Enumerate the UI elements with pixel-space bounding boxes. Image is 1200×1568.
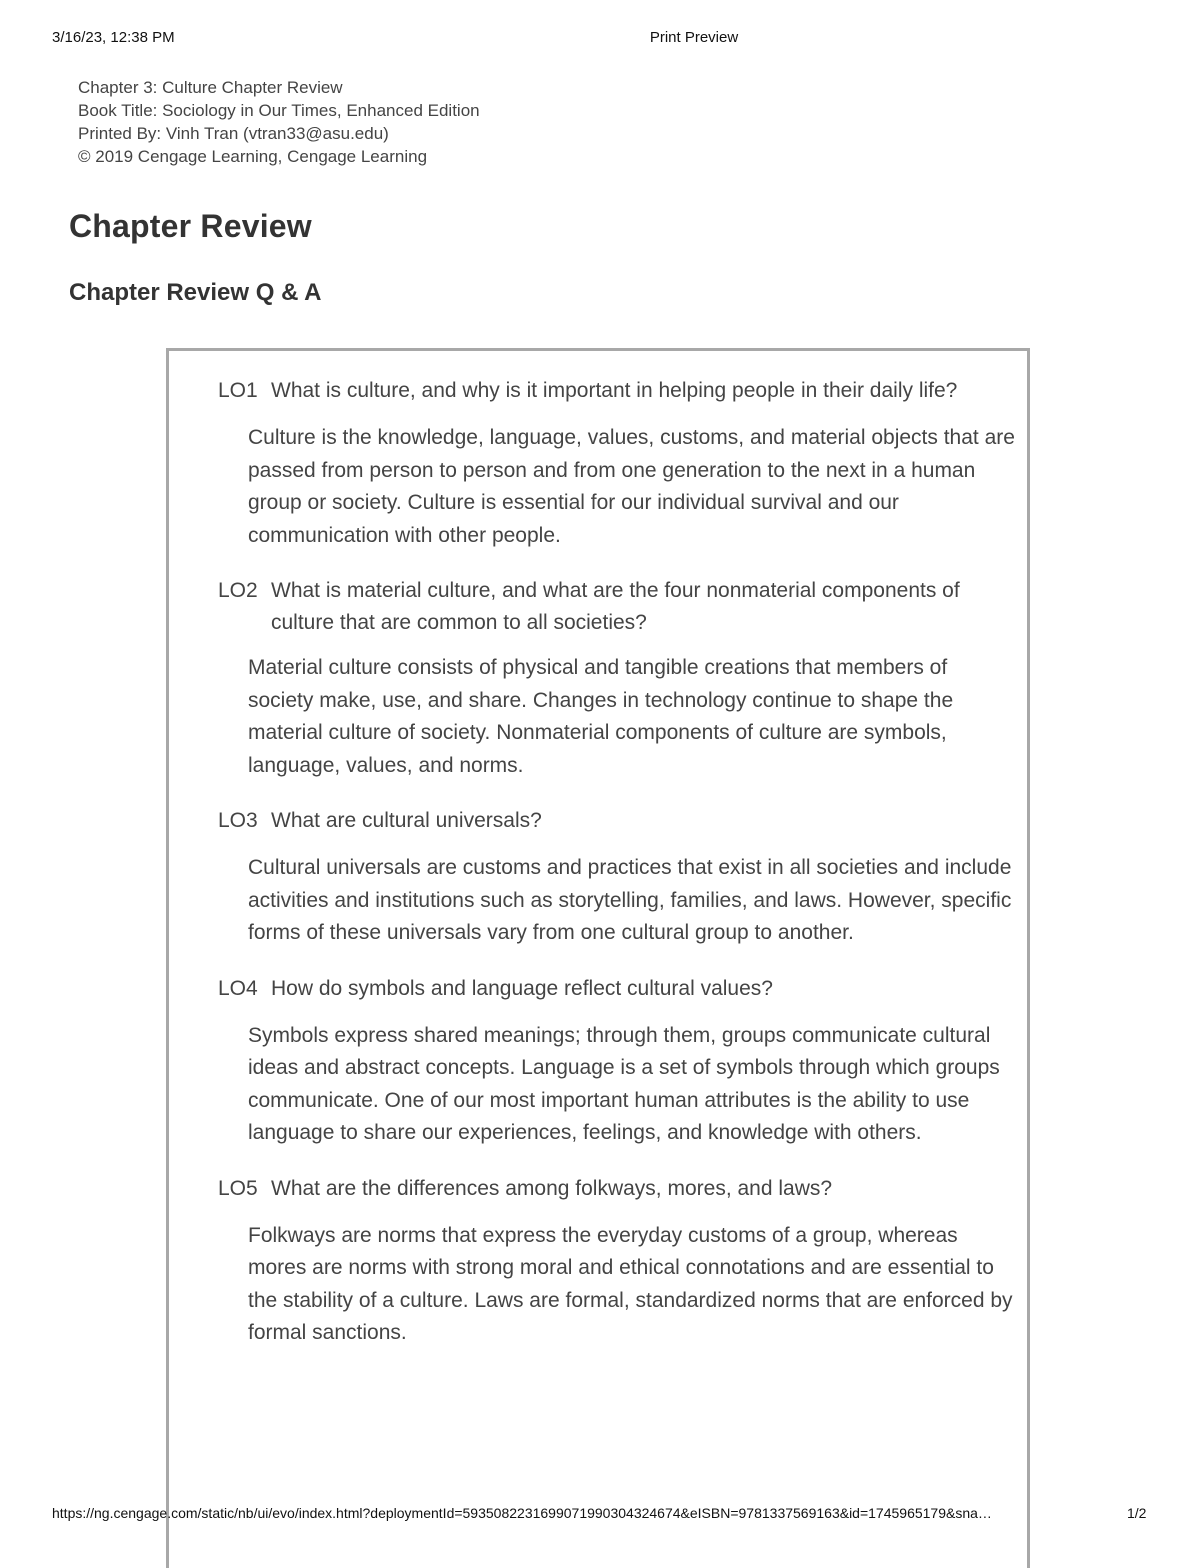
meta-printed-by: Printed By: Vinh Tran (vtran33@asu.edu)	[78, 124, 389, 143]
page-number: 1/2	[1127, 1505, 1147, 1521]
source-url: https://ng.cengage.com/static/nb/ui/evo/index.html?deploymentId=5935082231699071990304324674&eISBN=9781337569163&id=1745965179&sna…	[52, 1505, 992, 1521]
meta-chapter: Chapter 3: Culture Chapter Review	[78, 78, 343, 97]
question-text: What is culture, and why is it important in helping people in their daily life?	[271, 379, 958, 402]
learning-objective-code: LO5	[218, 1176, 258, 1200]
qa-item	[218, 805, 1018, 950]
print-datetime: 3/16/23, 12:38 PM	[52, 29, 175, 46]
question	[218, 1173, 1018, 1205]
question	[218, 375, 1018, 407]
question	[218, 805, 1018, 837]
qa-item	[218, 1173, 1018, 1350]
learning-objective-code: LO2	[218, 579, 258, 602]
page-title: Chapter Review	[69, 208, 312, 244]
question	[218, 575, 1018, 639]
meta-copyright: © 2019 Cengage Learning, Cengage Learning	[78, 147, 428, 166]
qa-item	[218, 375, 1018, 552]
question	[218, 973, 1018, 1005]
document-meta	[78, 76, 480, 168]
qa-item	[218, 575, 1018, 782]
question-text: What is material culture, and what are the four nonmaterial components of culture that are common to all societies?	[271, 579, 960, 634]
qa-list	[218, 375, 1018, 1350]
answer-text: Culture is the knowledge, language, values, customs, and material objects that are passed from person to person and from one generation to the next in a human group or society. Culture is essential for our individual survival and our communication with other people.	[248, 426, 1015, 547]
learning-objective-code: LO4	[218, 976, 258, 1000]
answer-text: Symbols express shared meanings; through them, groups communicate cultural ideas and abstract concepts. Language is a set of symbols through which groups communicate. One of our most important human attributes is the ability to use language to share our experiences, feelings, and knowledge with others.	[248, 1023, 1000, 1144]
print-header	[0, 29, 1200, 49]
answer-text: Folkways are norms that express the everyday customs of a group, whereas mores are norms with strong moral and ethical connotations and are essential to the stability of a culture. Laws are formal, standardized norms that are enforced by formal sanctions.	[248, 1223, 1013, 1344]
question-text: What are cultural universals?	[271, 809, 542, 832]
meta-book-title: Book Title: Sociology in Our Times, Enhanced Edition	[78, 101, 480, 120]
section-title: Chapter Review Q & A	[69, 279, 322, 306]
question-text: What are the differences among folkways, mores, and laws?	[271, 1176, 833, 1200]
answer-text: Cultural universals are customs and practices that exist in all societies and include activities and institutions such as storytelling, families, and laws. However, specific forms of these universals vary from one cultural group to another.	[248, 856, 1012, 944]
learning-objective-code: LO1	[218, 379, 258, 402]
answer-text: Material culture consists of physical and tangible creations that members of society make, use, and share. Changes in technology continue to shape the material culture of society. Nonmaterial components of culture are symbols, language, values, and norms.	[248, 656, 954, 777]
print-preview-title: Print Preview	[649, 29, 739, 46]
qa-item	[218, 973, 1018, 1150]
question-text: How do symbols and language reflect cultural values?	[271, 976, 773, 1000]
learning-objective-code: LO3	[218, 809, 258, 832]
